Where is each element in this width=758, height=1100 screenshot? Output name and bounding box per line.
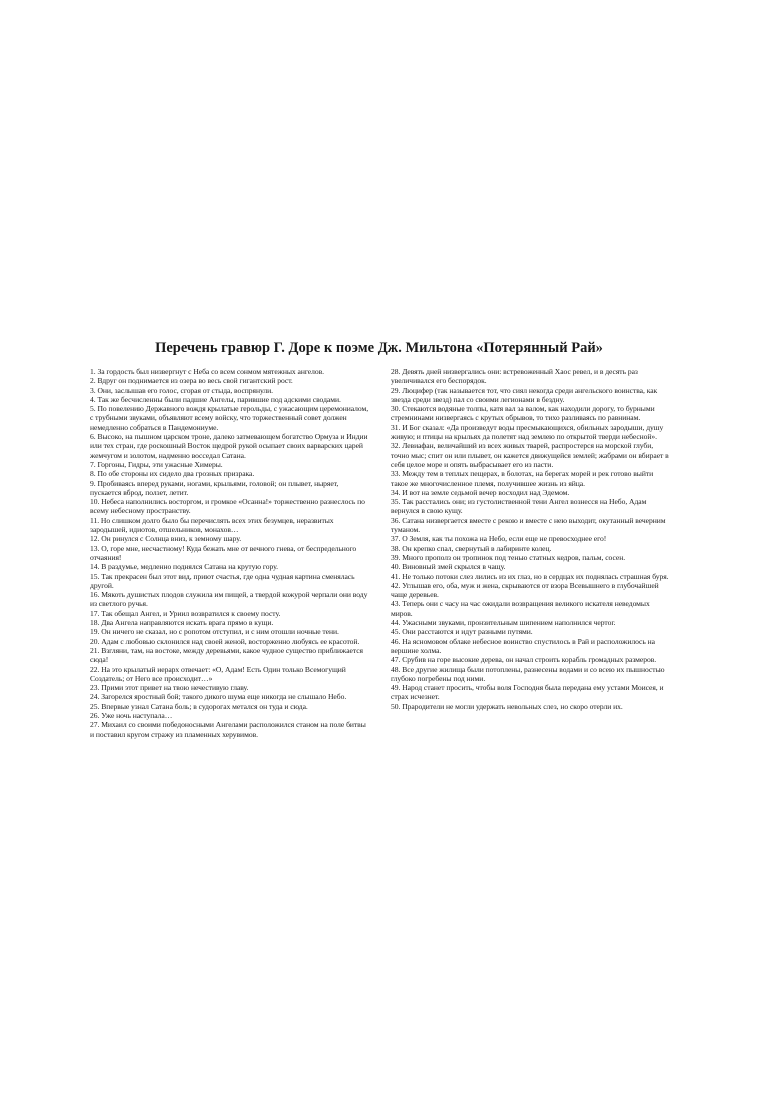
list-item: 14. В раздумье, медленно поднялся Сатана на крутую гору.: [90, 562, 278, 572]
list-item: 27. Михаил со своими победоносными Ангелами расположился станом на поле битвы и поставил кругом стражу из пламенных херувимов.: [90, 720, 366, 739]
list-item: 17. Так обещал Ангел, и Уриил возвратился к своему посту.: [90, 608, 281, 618]
list-item: 20. Адам с любовью склонился над своей женой, восторженно любуясь ее красотой.: [90, 636, 360, 646]
list-item: 38. Он крепко спал, свернутый в лабиринте колец.: [391, 543, 552, 553]
list-item: 25. Впервые узнал Сатана боль; в судорогах метался он туда и сюда.: [90, 701, 308, 711]
list-item: 43. Теперь они с часу на час ожидали возвращения великого искателя неведомых миров.: [391, 599, 650, 618]
right-column: [391, 367, 670, 739]
list-item: 21. Взгляни, там, на востоке, между деревьями, какое чудное существо приближается сюда!: [90, 645, 363, 665]
list-item: 30. Стекаются водяные толпы, катя вал за валом, как находили дорогу, то бурными стремнинами низвергаясь с крутых обрывов, то тихо разливаясь по равнинам.: [391, 404, 655, 423]
list-item: 16. Мякоть душистых плодов служила им пищей, а твердой кожурой черпали они воду из светлого ручья.: [90, 590, 368, 609]
page-title: Перечень гравюр Г. Доре к поэме Дж. Мильтона «Потерянный Рай»: [155, 340, 603, 356]
list-item: 18. Два Ангела направляются искать врага прямо в кущи.: [90, 618, 274, 628]
list-item: 28. Девять дней низвергались они: встревоженный Хаос ревел, и в десять раз увеличивался его беспорядок.: [391, 367, 638, 386]
list-item: 22. На это крылатый иерарх отвечает: «О, Адам! Есть Один только Всемогущий Создатель; от Него все происходит…»: [90, 664, 346, 683]
list-item: 49. Народ станет просить, чтобы воля Господня была передана ему устами Моисея, и страх исчезнет.: [391, 683, 664, 702]
list-item: 6. Высоко, на пышном царском троне, далеко затмевающем богатство Ормуза и Индии или тех стран, где роскошный Восток щедрой рукой осыпает своих варварских царей жемчугом и золотом, надменно восседал Сатана.: [90, 432, 368, 460]
list-item: 3. Они, заслышав его голос, сгорая от стыда, воспрянули.: [90, 385, 274, 395]
list-item: 31. И Бог сказал: «Да произведут воды пресмыкающихся, обильных зародыши, душу живую; и птицы на крыльях да полетят над землею по открытой тверди небесной».: [391, 422, 664, 442]
list-item: 1. За гордость был низвергнут с Неба со всем сонмом мятежных ангелов.: [90, 367, 324, 376]
list-item: 42. Углышав его, оба, муж и жена, скрываются от взора Всевышнего в глубочайшей чаще деревьев.: [391, 580, 659, 600]
list-item: 37. О Земля, как ты похожа на Небо, если еще не превосходнее его!: [391, 534, 607, 544]
list-item: 15. Так прекрасен был этот вид, приют счастья, где одна чудная картина сменялась другой.: [90, 571, 355, 590]
list-item: 2. Вдруг он поднимается из озера во весь свой гигантский рост.: [90, 376, 293, 386]
list-item: 12. Он ринулся с Солнца вниз, к земному шару.: [90, 534, 242, 544]
left-column: [90, 367, 369, 739]
engravings-list: [90, 367, 670, 739]
list-item: 32. Левиафан, величайший из всех живых тварей, распростерся на морской глуби, точно мыс; спит он или плывет, он кажется движущейся землей; жабрами он вбирает в себя целое море и опять выбрасывает его из пасти.: [391, 441, 669, 469]
list-item: 41. Не только потоки слез лились из их глаз, но в сердцах их поднялась страшная буря.: [391, 571, 669, 581]
list-item: 13. О, горе мне, несчастному! Куда бежать мне от вечного гнева, от беспредельного отчаяния!: [90, 543, 357, 562]
list-item: 48. Все другие жилища были потоплены, разнесены водами и со всею их пышностью глубоко погребены под ними.: [391, 664, 665, 683]
list-item: 26. Уже ночь наступала…: [90, 710, 173, 720]
list-item: 9. Пробиваясь вперед руками, ногами, крыльями, головой; он плывет, ныряет, пускается вброд, ползет, летит.: [90, 478, 339, 497]
list-item: 45. Они расстаются и идут разными путями.: [391, 627, 533, 637]
list-item: 50. Прародители не могли удержать невольных слез, но скоро отерли их.: [391, 701, 623, 711]
list-item: 33. Между тем в теплых пещерах, в болотах, на берегах морей и рек готово выйти такое же многочисленное племя, получившее жизнь из яйца.: [391, 469, 654, 488]
list-item: 44. Ужасными звуками, пронзительным шипением наполнился чертог.: [391, 618, 616, 628]
list-item: 46. На ясномовом облаке небесное воинство спустилось в Рай и расположилось на вершине холма.: [391, 636, 655, 655]
list-item: 24. Загорелся яростный бой; такого дикого шума еще никогда не слышало Небо.: [90, 692, 347, 702]
list-item: 7. Горгоны, Гидры, эти ужасные Химеры.: [90, 459, 223, 469]
list-item: 10. Небеса наполнились восторгом, и громкое «Осанна!» торжественно разнеслось по всему небесному пространству.: [90, 497, 365, 516]
list-item: 11. Но слишком долго было бы перечислять всех этих безумцев, неразвитых зародышей, идиотов, отшельников, монахов…: [90, 515, 334, 535]
list-item: 4. Так же бесчисленны были падшие Ангелы, парившие под адскими сводами.: [90, 394, 341, 404]
list-item: 29. Люцифер (так называется тот, что сиял некогда среди ангельского воинства, как звезда среди звезд) пал со своими легионами в бездну.: [391, 385, 658, 404]
list-item: 40. Виновный змей скрылся в чащу.: [391, 562, 506, 572]
list-item: 8. По обе стороны их сидело два грозных призрака.: [90, 469, 255, 479]
list-item: 34. И вот на земле седьмой вечер восходил над Эдемом.: [391, 487, 570, 497]
list-item: 39. Много прополз он тропинок под тенью статных кедров, пальм, сосен.: [391, 552, 626, 562]
list-item: 23. Прими этот привет на твою нечестивую главу.: [90, 683, 249, 693]
list-item: 19. Он ничего не сказал, но с ропотом отступил, и с ним отошли ночные тени.: [90, 627, 339, 637]
list-item: 5. По повелению Державного вождя крылатые герольды, с ужасающим церемониалом, с трубными звуками, объявляют всему войску, что торжественный совет должен немедленно собраться в Пандемониуме.: [90, 404, 369, 432]
list-item: 35. Так расстались они; из густолиственной тени Ангел вознесся на Небо, Адам вернулся в свою кущу.: [391, 497, 647, 516]
list-item: 47. Срубив на горе высокие дерева, он начал строить корабль громадных размеров.: [391, 655, 657, 665]
list-item: 36. Сатана низвергается вместе с рекою и вместе с нею выходит, окутанный вечерним туманом.: [391, 515, 666, 535]
